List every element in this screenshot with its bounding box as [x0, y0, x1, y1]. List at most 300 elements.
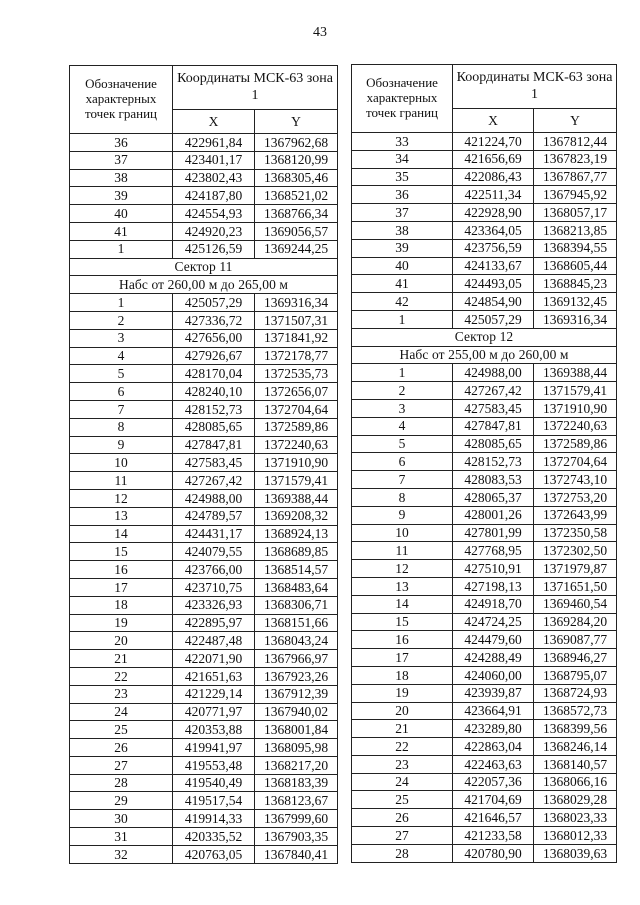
point-number-cell: 33	[352, 133, 453, 151]
point-number-cell: 1	[352, 310, 453, 328]
point-number-cell: 1	[70, 294, 173, 312]
table-row	[352, 204, 617, 222]
y-coordinate-cell: 1367812,44	[534, 133, 617, 151]
table-row	[70, 596, 338, 614]
x-coordinate-cell: 419914,33	[173, 810, 255, 828]
y-coordinate-cell: 1367912,39	[255, 685, 338, 703]
y-coordinate-cell: 1367945,92	[534, 186, 617, 204]
y-coordinate-cell: 1369388,44	[255, 489, 338, 507]
table-row	[352, 310, 617, 328]
x-coordinate-cell: 419553,48	[173, 756, 255, 774]
point-number-cell: 37	[70, 151, 173, 169]
x-coordinate-cell: 421233,58	[453, 827, 534, 845]
table-row	[70, 489, 338, 507]
y-coordinate-cell: 1367940,02	[255, 703, 338, 721]
point-number-cell: 7	[352, 471, 453, 489]
x-coordinate-cell: 423802,43	[173, 169, 255, 187]
point-number-cell: 36	[70, 134, 173, 152]
x-coordinate-cell: 419517,54	[173, 792, 255, 810]
point-number-cell: 23	[70, 685, 173, 703]
coordinates-system-header: Координаты МСК-63 зона 1	[453, 65, 617, 109]
table-row	[70, 632, 338, 650]
table-row	[70, 311, 338, 329]
point-number-cell: 6	[70, 383, 173, 401]
x-coordinate-cell: 428240,10	[173, 383, 255, 401]
x-coordinate-cell: 421656,69	[453, 150, 534, 168]
table-row	[70, 828, 338, 846]
point-number-cell: 17	[352, 649, 453, 667]
point-number-cell: 4	[70, 347, 173, 365]
y-coordinate-cell: 1368689,85	[255, 543, 338, 561]
x-coordinate-cell: 424060,00	[453, 666, 534, 684]
x-coordinate-cell: 427847,81	[173, 436, 255, 454]
table-row	[70, 240, 338, 258]
x-coordinate-cell: 423364,05	[453, 221, 534, 239]
x-coordinate-cell: 428001,26	[453, 506, 534, 524]
table-row	[352, 577, 617, 595]
table-row	[70, 400, 338, 418]
point-number-cell: 40	[70, 205, 173, 223]
section-label: Набс от 255,00 м до 260,00 м	[352, 346, 617, 364]
table-row	[352, 471, 617, 489]
x-coordinate-cell: 427267,42	[453, 382, 534, 400]
point-number-cell: 18	[70, 596, 173, 614]
point-number-cell: 25	[352, 791, 453, 809]
x-coordinate-cell: 423326,93	[173, 596, 255, 614]
x-coordinate-cell: 420771,97	[173, 703, 255, 721]
y-coordinate-cell: 1367840,41	[255, 845, 338, 863]
y-coordinate-cell: 1368514,57	[255, 561, 338, 579]
x-coordinate-cell: 421651,63	[173, 667, 255, 685]
section-row	[70, 276, 338, 294]
point-number-cell: 15	[70, 543, 173, 561]
table-row	[352, 435, 617, 453]
y-coordinate-cell: 1368001,84	[255, 721, 338, 739]
y-coordinate-cell: 1368946,27	[534, 649, 617, 667]
table-row	[352, 257, 617, 275]
y-coordinate-cell: 1368924,13	[255, 525, 338, 543]
x-coordinate-cell: 425057,29	[453, 310, 534, 328]
x-coordinate-cell: 425126,59	[173, 240, 255, 258]
x-coordinate-cell: 423766,00	[173, 561, 255, 579]
table-row	[70, 845, 338, 863]
x-coordinate-cell: 421704,69	[453, 791, 534, 809]
point-number-cell: 18	[352, 666, 453, 684]
table-row	[70, 169, 338, 187]
y-coordinate-cell: 1368151,66	[255, 614, 338, 632]
y-coordinate-cell: 1372350,58	[534, 524, 617, 542]
table-row	[352, 506, 617, 524]
x-coordinate-cell: 424789,57	[173, 507, 255, 525]
x-coordinate-cell: 419540,49	[173, 774, 255, 792]
table-row	[352, 666, 617, 684]
x-coordinate-cell: 420763,05	[173, 845, 255, 863]
x-coordinate-cell: 424431,17	[173, 525, 255, 543]
table-row	[70, 472, 338, 490]
coordinates-table-right	[351, 64, 617, 863]
table-row	[352, 649, 617, 667]
table-row	[352, 684, 617, 702]
point-number-cell: 15	[352, 613, 453, 631]
table-row	[70, 436, 338, 454]
point-number-cell: 13	[70, 507, 173, 525]
point-number-cell: 30	[70, 810, 173, 828]
table-row	[352, 738, 617, 756]
y-column-header: Y	[255, 110, 338, 134]
y-coordinate-cell: 1371507,31	[255, 311, 338, 329]
section-label: Набс от 260,00 м до 265,00 м	[70, 276, 338, 294]
x-coordinate-cell: 424724,25	[453, 613, 534, 631]
table-row	[352, 755, 617, 773]
y-coordinate-cell: 1371979,87	[534, 560, 617, 578]
y-coordinate-cell: 1368724,93	[534, 684, 617, 702]
y-coordinate-cell: 1368043,24	[255, 632, 338, 650]
table-row	[70, 187, 338, 205]
y-coordinate-cell: 1368795,07	[534, 666, 617, 684]
point-number-cell: 3	[352, 399, 453, 417]
point-number-cell: 39	[70, 187, 173, 205]
y-coordinate-cell: 1369087,77	[534, 631, 617, 649]
table-row	[70, 418, 338, 436]
table-row	[70, 205, 338, 223]
x-coordinate-cell: 422057,36	[453, 773, 534, 791]
table-row	[352, 150, 617, 168]
point-number-cell: 23	[352, 755, 453, 773]
table-row	[352, 720, 617, 738]
point-number-cell: 27	[70, 756, 173, 774]
y-coordinate-cell: 1372589,86	[255, 418, 338, 436]
table-row	[352, 168, 617, 186]
point-number-cell: 11	[70, 472, 173, 490]
y-coordinate-cell: 1372753,20	[534, 488, 617, 506]
x-coordinate-cell: 423939,87	[453, 684, 534, 702]
section-row	[352, 346, 617, 364]
point-number-cell: 28	[70, 774, 173, 792]
table-row	[70, 667, 338, 685]
x-coordinate-cell: 425057,29	[173, 294, 255, 312]
point-number-cell: 16	[352, 631, 453, 649]
table-row	[352, 773, 617, 791]
x-coordinate-cell: 424988,00	[453, 364, 534, 382]
table-row	[70, 614, 338, 632]
point-number-cell: 35	[352, 168, 453, 186]
x-coordinate-cell: 428083,53	[453, 471, 534, 489]
point-number-cell: 1	[70, 240, 173, 258]
point-number-cell: 28	[352, 844, 453, 862]
y-coordinate-cell: 1367962,68	[255, 134, 338, 152]
x-coordinate-cell: 420335,52	[173, 828, 255, 846]
designation-header: Обозначение характерных точек границ	[352, 65, 453, 133]
table-row	[70, 507, 338, 525]
y-coordinate-cell: 1368120,99	[255, 151, 338, 169]
point-number-cell: 3	[70, 329, 173, 347]
x-coordinate-cell: 422961,84	[173, 134, 255, 152]
table-row	[70, 347, 338, 365]
y-coordinate-cell: 1369388,44	[534, 364, 617, 382]
x-coordinate-cell: 422895,97	[173, 614, 255, 632]
table-row	[352, 809, 617, 827]
point-number-cell: 2	[352, 382, 453, 400]
x-coordinate-cell: 424920,23	[173, 222, 255, 240]
y-coordinate-cell: 1368095,98	[255, 739, 338, 757]
y-coordinate-cell: 1372240,63	[255, 436, 338, 454]
y-coordinate-cell: 1368023,33	[534, 809, 617, 827]
y-coordinate-cell: 1372743,10	[534, 471, 617, 489]
y-coordinate-cell: 1371579,41	[255, 472, 338, 490]
point-number-cell: 8	[70, 418, 173, 436]
x-coordinate-cell: 423756,59	[453, 239, 534, 257]
table-row	[70, 454, 338, 472]
table-body	[352, 133, 617, 863]
section-row	[352, 328, 617, 346]
point-number-cell: 7	[70, 400, 173, 418]
y-coordinate-cell: 1368766,34	[255, 205, 338, 223]
table-row	[70, 329, 338, 347]
y-coordinate-cell: 1367823,19	[534, 150, 617, 168]
y-coordinate-cell: 1371841,92	[255, 329, 338, 347]
x-coordinate-cell: 423710,75	[173, 578, 255, 596]
y-coordinate-cell: 1368394,55	[534, 239, 617, 257]
point-number-cell: 10	[70, 454, 173, 472]
x-coordinate-cell: 424918,70	[453, 595, 534, 613]
point-number-cell: 31	[70, 828, 173, 846]
x-coordinate-cell: 427583,45	[453, 399, 534, 417]
point-number-cell: 4	[352, 417, 453, 435]
point-number-cell: 21	[352, 720, 453, 738]
x-coordinate-cell: 420780,90	[453, 844, 534, 862]
y-coordinate-cell: 1368213,85	[534, 221, 617, 239]
point-number-cell: 37	[352, 204, 453, 222]
point-number-cell: 19	[352, 684, 453, 702]
x-coordinate-cell: 422086,43	[453, 168, 534, 186]
table-body	[70, 134, 338, 864]
point-number-cell: 11	[352, 542, 453, 560]
y-coordinate-cell: 1368521,02	[255, 187, 338, 205]
section-label: Сектор 12	[352, 328, 617, 346]
point-number-cell: 40	[352, 257, 453, 275]
point-number-cell: 39	[352, 239, 453, 257]
table-row	[70, 578, 338, 596]
x-coordinate-cell: 428152,73	[453, 453, 534, 471]
point-number-cell: 21	[70, 650, 173, 668]
x-coordinate-cell: 427926,67	[173, 347, 255, 365]
y-coordinate-cell: 1371910,90	[534, 399, 617, 417]
x-coordinate-cell: 421229,14	[173, 685, 255, 703]
x-coordinate-cell: 428170,04	[173, 365, 255, 383]
table-row	[70, 792, 338, 810]
x-coordinate-cell: 424079,55	[173, 543, 255, 561]
y-coordinate-cell: 1371910,90	[255, 454, 338, 472]
y-coordinate-cell: 1368605,44	[534, 257, 617, 275]
x-coordinate-cell: 421646,57	[453, 809, 534, 827]
y-coordinate-cell: 1372656,07	[255, 383, 338, 401]
table-row	[352, 221, 617, 239]
x-coordinate-cell: 424988,00	[173, 489, 255, 507]
x-coordinate-cell: 421224,70	[453, 133, 534, 151]
y-coordinate-cell: 1368845,23	[534, 275, 617, 293]
y-coordinate-cell: 1368217,20	[255, 756, 338, 774]
section-row	[70, 258, 338, 276]
table-row	[352, 275, 617, 293]
table-row	[352, 702, 617, 720]
table-row	[70, 151, 338, 169]
y-coordinate-cell: 1371651,50	[534, 577, 617, 595]
table-row	[352, 453, 617, 471]
point-number-cell: 42	[352, 293, 453, 311]
table-row	[352, 844, 617, 862]
table-row	[70, 756, 338, 774]
table-row	[70, 525, 338, 543]
table-row	[352, 524, 617, 542]
y-coordinate-cell: 1368305,46	[255, 169, 338, 187]
y-coordinate-cell: 1368057,17	[534, 204, 617, 222]
coordinates-system-header: Координаты МСК-63 зона 1	[173, 66, 338, 110]
x-coordinate-cell: 427768,95	[453, 542, 534, 560]
point-number-cell: 26	[352, 809, 453, 827]
point-number-cell: 10	[352, 524, 453, 542]
x-coordinate-cell: 422863,04	[453, 738, 534, 756]
table-row	[70, 739, 338, 757]
y-coordinate-cell: 1372704,64	[255, 400, 338, 418]
table-row	[352, 133, 617, 151]
x-coordinate-cell: 427656,00	[173, 329, 255, 347]
y-coordinate-cell: 1371579,41	[534, 382, 617, 400]
y-coordinate-cell: 1369316,34	[534, 310, 617, 328]
y-coordinate-cell: 1372302,50	[534, 542, 617, 560]
x-coordinate-cell: 424493,05	[453, 275, 534, 293]
point-number-cell: 12	[352, 560, 453, 578]
y-coordinate-cell: 1368399,56	[534, 720, 617, 738]
point-number-cell: 32	[70, 845, 173, 863]
point-number-cell: 25	[70, 721, 173, 739]
point-number-cell: 9	[352, 506, 453, 524]
point-number-cell: 27	[352, 827, 453, 845]
x-coordinate-cell: 427198,13	[453, 577, 534, 595]
point-number-cell: 5	[352, 435, 453, 453]
table-row	[70, 383, 338, 401]
y-coordinate-cell: 1372704,64	[534, 453, 617, 471]
y-coordinate-cell: 1368572,73	[534, 702, 617, 720]
y-coordinate-cell: 1372589,86	[534, 435, 617, 453]
x-coordinate-cell: 424479,60	[453, 631, 534, 649]
y-coordinate-cell: 1368483,64	[255, 578, 338, 596]
coordinates-table-left	[69, 65, 338, 864]
point-number-cell: 34	[352, 150, 453, 168]
x-coordinate-cell: 422071,90	[173, 650, 255, 668]
point-number-cell: 41	[70, 222, 173, 240]
point-number-cell: 16	[70, 561, 173, 579]
x-coordinate-cell: 427267,42	[173, 472, 255, 490]
point-number-cell: 13	[352, 577, 453, 595]
x-coordinate-cell: 420353,88	[173, 721, 255, 739]
y-coordinate-cell: 1367923,26	[255, 667, 338, 685]
table-row	[70, 222, 338, 240]
table-row	[352, 613, 617, 631]
point-number-cell: 24	[352, 773, 453, 791]
table-row	[70, 703, 338, 721]
y-coordinate-cell: 1369460,54	[534, 595, 617, 613]
table-row	[352, 399, 617, 417]
point-number-cell: 9	[70, 436, 173, 454]
y-coordinate-cell: 1368039,63	[534, 844, 617, 862]
table-row	[70, 721, 338, 739]
y-coordinate-cell: 1368140,57	[534, 755, 617, 773]
table-row	[70, 774, 338, 792]
table-row	[352, 417, 617, 435]
table-row	[352, 791, 617, 809]
designation-header: Обозначение характерных точек границ	[70, 66, 173, 134]
x-coordinate-cell: 422463,63	[453, 755, 534, 773]
table-row	[352, 631, 617, 649]
x-column-header: X	[453, 109, 534, 133]
point-number-cell: 38	[352, 221, 453, 239]
point-number-cell: 2	[70, 311, 173, 329]
point-number-cell: 12	[70, 489, 173, 507]
point-number-cell: 26	[70, 739, 173, 757]
section-label: Сектор 11	[70, 258, 338, 276]
point-number-cell: 41	[352, 275, 453, 293]
page-number: 43	[313, 25, 327, 40]
y-coordinate-cell: 1368012,33	[534, 827, 617, 845]
table-row	[70, 543, 338, 561]
y-coordinate-cell: 1368123,67	[255, 792, 338, 810]
y-coordinate-cell: 1369132,45	[534, 293, 617, 311]
y-coordinate-cell: 1368306,71	[255, 596, 338, 614]
table-row	[352, 488, 617, 506]
x-coordinate-cell: 428085,65	[453, 435, 534, 453]
point-number-cell: 19	[70, 614, 173, 632]
x-coordinate-cell: 423664,91	[453, 702, 534, 720]
x-coordinate-cell: 423401,17	[173, 151, 255, 169]
point-number-cell: 14	[352, 595, 453, 613]
y-coordinate-cell: 1372535,73	[255, 365, 338, 383]
x-coordinate-cell: 424187,80	[173, 187, 255, 205]
table-row	[70, 650, 338, 668]
point-number-cell: 38	[70, 169, 173, 187]
y-coordinate-cell: 1369056,57	[255, 222, 338, 240]
table-row	[352, 364, 617, 382]
point-number-cell: 17	[70, 578, 173, 596]
point-number-cell: 29	[70, 792, 173, 810]
table-row	[70, 685, 338, 703]
point-number-cell: 22	[70, 667, 173, 685]
x-coordinate-cell: 422928,90	[453, 204, 534, 222]
table-row	[352, 560, 617, 578]
table-row	[352, 382, 617, 400]
y-coordinate-cell: 1368066,16	[534, 773, 617, 791]
y-coordinate-cell: 1369208,32	[255, 507, 338, 525]
table-row	[70, 365, 338, 383]
table-row	[70, 561, 338, 579]
x-column-header: X	[173, 110, 255, 134]
y-coordinate-cell: 1367867,77	[534, 168, 617, 186]
y-column-header: Y	[534, 109, 617, 133]
y-coordinate-cell: 1368246,14	[534, 738, 617, 756]
point-number-cell: 8	[352, 488, 453, 506]
x-coordinate-cell: 424288,49	[453, 649, 534, 667]
x-coordinate-cell: 427336,72	[173, 311, 255, 329]
y-coordinate-cell: 1368029,28	[534, 791, 617, 809]
table-row	[352, 186, 617, 204]
y-coordinate-cell: 1367903,35	[255, 828, 338, 846]
table-row	[352, 239, 617, 257]
x-coordinate-cell: 424854,90	[453, 293, 534, 311]
table-row	[352, 293, 617, 311]
x-coordinate-cell: 424554,93	[173, 205, 255, 223]
x-coordinate-cell: 424133,67	[453, 257, 534, 275]
point-number-cell: 14	[70, 525, 173, 543]
y-coordinate-cell: 1369316,34	[255, 294, 338, 312]
